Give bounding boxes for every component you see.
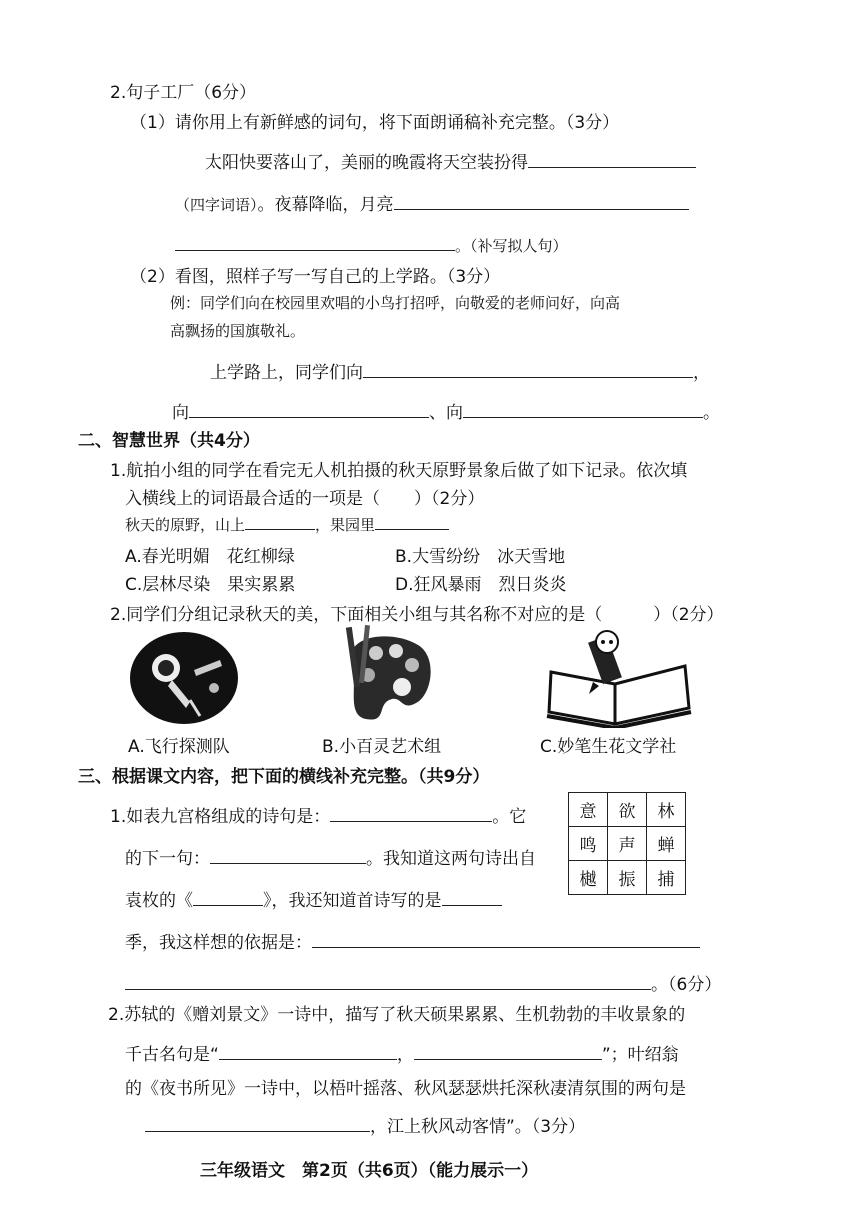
answer-blank[interactable] bbox=[330, 803, 492, 822]
question-2-1-line-2: 入横线上的词语最合适的一项是（ ）（2分） bbox=[125, 489, 485, 509]
sub-question-1: （1）请你用上有新鲜感的词句，将下面朗诵稿补充完整。（3分） bbox=[130, 113, 620, 133]
fill-prefix: 秋天的原野，山上 bbox=[125, 516, 246, 534]
answer-blank[interactable] bbox=[219, 1041, 397, 1060]
picture-label-c: C.妙笔生花文学社 bbox=[540, 737, 677, 757]
q-text: 季，我这样想的依据是： bbox=[125, 933, 312, 953]
answer-prefix: 向 bbox=[172, 403, 189, 423]
q-text-mid: 》，我还知道首诗写的是 bbox=[263, 891, 442, 911]
q-text: 袁枚的《 bbox=[125, 891, 193, 911]
question-3-2-line-2 bbox=[125, 1040, 679, 1065]
answer-blank[interactable] bbox=[312, 929, 700, 948]
recitation-text-1: 太阳快要落山了，美丽的晚霞将天空装扮得 bbox=[205, 153, 528, 173]
answer-blank[interactable] bbox=[463, 399, 703, 418]
answer-blank[interactable] bbox=[528, 149, 696, 168]
question-2-2: 2.同学们分组记录秋天的美，下面相关小组与其名称不对应的是（ ）（2分） bbox=[110, 605, 724, 625]
answer-line-2 bbox=[172, 398, 720, 423]
q-text: 1.如表九宫格组成的诗句是： bbox=[110, 807, 331, 827]
q-text: 千古名句是“ bbox=[125, 1045, 219, 1065]
answer-prefix: 上学路上，同学们向 bbox=[210, 363, 363, 383]
answer-blank[interactable] bbox=[210, 845, 366, 864]
answer-blank[interactable] bbox=[125, 971, 651, 990]
grid-cell: 蝉 bbox=[647, 827, 686, 861]
question-3-1-line-5 bbox=[125, 970, 721, 995]
grid-cell: 意 bbox=[569, 793, 608, 827]
question-3-1-line-1 bbox=[110, 802, 526, 827]
q-text-end: ”；叶绍翁 bbox=[601, 1045, 679, 1065]
question-2-1-line-1: 1.航拍小组的同学在看完无人机拍摄的秋天原野景象后做了如下记录。依次填 bbox=[110, 461, 688, 481]
sub-question-2: （2）看图，照样子写一写自己的上学路。（3分） bbox=[130, 267, 501, 287]
question-3-1-line-2 bbox=[125, 844, 536, 869]
page-footer: 三年级语文 第2页（共6页）（能力展示一） bbox=[200, 1161, 539, 1181]
answer-blank[interactable] bbox=[193, 887, 263, 906]
flight-team-picture bbox=[128, 630, 240, 726]
grid-cell: 林 bbox=[647, 793, 686, 827]
q-text-end: ，江上秋风动客情”。（3分） bbox=[370, 1117, 586, 1137]
grid-cell: 鸣 bbox=[569, 827, 608, 861]
nine-grid-table bbox=[568, 792, 686, 895]
q-text-end: 。它 bbox=[492, 807, 527, 827]
answer-blank[interactable] bbox=[175, 232, 455, 251]
option-d[interactable]: D.狂风暴雨 烈日炎炎 bbox=[395, 575, 567, 595]
recitation-line-2 bbox=[175, 190, 689, 215]
answer-end: 。 bbox=[703, 403, 720, 423]
question-3-2-line-4 bbox=[145, 1112, 585, 1137]
recitation-line-3 bbox=[175, 232, 568, 256]
recitation-line-1 bbox=[205, 148, 696, 173]
question-2-1-line-3 bbox=[125, 514, 449, 535]
question-title: 2.句子工厂（6分） bbox=[110, 83, 257, 103]
question-3-2-line-1: 2.苏轼的《赠刘景文》一诗中，描写了秋天硕果累累、生机勃勃的丰收景象的 bbox=[108, 1005, 686, 1025]
option-b[interactable]: B.大雪纷纷 冰天雪地 bbox=[395, 547, 566, 567]
answer-blank[interactable] bbox=[245, 515, 315, 530]
grid-cell: 欲 bbox=[608, 793, 647, 827]
section-2-title: 二、智慧世界（共4分） bbox=[78, 431, 260, 451]
answer-blank[interactable] bbox=[414, 1041, 602, 1060]
grid-cell: 声 bbox=[608, 827, 647, 861]
question-3-1-line-4 bbox=[125, 928, 700, 953]
question-3-1-line-3 bbox=[125, 886, 502, 911]
q-text: 的下一句： bbox=[125, 849, 210, 869]
answer-blank[interactable] bbox=[189, 399, 429, 418]
grid-cell: 捕 bbox=[647, 861, 686, 895]
example-line-2: 高飘扬的国旗敬礼。 bbox=[170, 322, 306, 340]
answer-blank[interactable] bbox=[145, 1113, 370, 1132]
palette-picture bbox=[332, 625, 442, 727]
answer-comma: ， bbox=[693, 363, 710, 383]
question-3-2-line-3: 的《夜书所见》一诗中，以梧叶摇落、秋风瑟瑟烘托深秋凄清氛围的两句是 bbox=[125, 1079, 686, 1099]
q-text-end: 。（6分） bbox=[651, 975, 722, 995]
book-pen-picture bbox=[545, 628, 693, 728]
option-a[interactable]: A.春光明媚 花红柳绿 bbox=[125, 547, 295, 567]
section-3-title: 三、根据课文内容，把下面的横线补充完整。（共9分） bbox=[78, 767, 490, 787]
option-c[interactable]: C.层林尽染 果实累累 bbox=[125, 575, 296, 595]
grid-cell: 樾 bbox=[569, 861, 608, 895]
recitation-text-2: 。夜幕降临，月亮 bbox=[257, 195, 394, 215]
answer-line-1 bbox=[210, 358, 710, 383]
hint-text: 。（补写拟人句） bbox=[455, 237, 568, 255]
q-text-end: 。我知道这两句诗出自 bbox=[366, 849, 536, 869]
answer-blank[interactable] bbox=[363, 359, 693, 378]
fill-mid: ，果园里 bbox=[315, 516, 376, 534]
hint-text: （四字词语） bbox=[175, 196, 258, 214]
q-text-mid: ， bbox=[396, 1045, 414, 1065]
answer-blank[interactable] bbox=[375, 515, 449, 530]
picture-label-a: A.飞行探测队 bbox=[128, 737, 230, 757]
answer-blank[interactable] bbox=[394, 191, 689, 210]
grid-cell: 振 bbox=[608, 861, 647, 895]
example-line-1: 例：同学们向在校园里欢唱的小鸟打招呼，向敬爱的老师问好，向高 bbox=[170, 294, 621, 312]
answer-mid: 、向 bbox=[429, 403, 463, 423]
picture-label-b: B.小百灵艺术组 bbox=[322, 737, 442, 757]
answer-blank[interactable] bbox=[442, 887, 502, 906]
